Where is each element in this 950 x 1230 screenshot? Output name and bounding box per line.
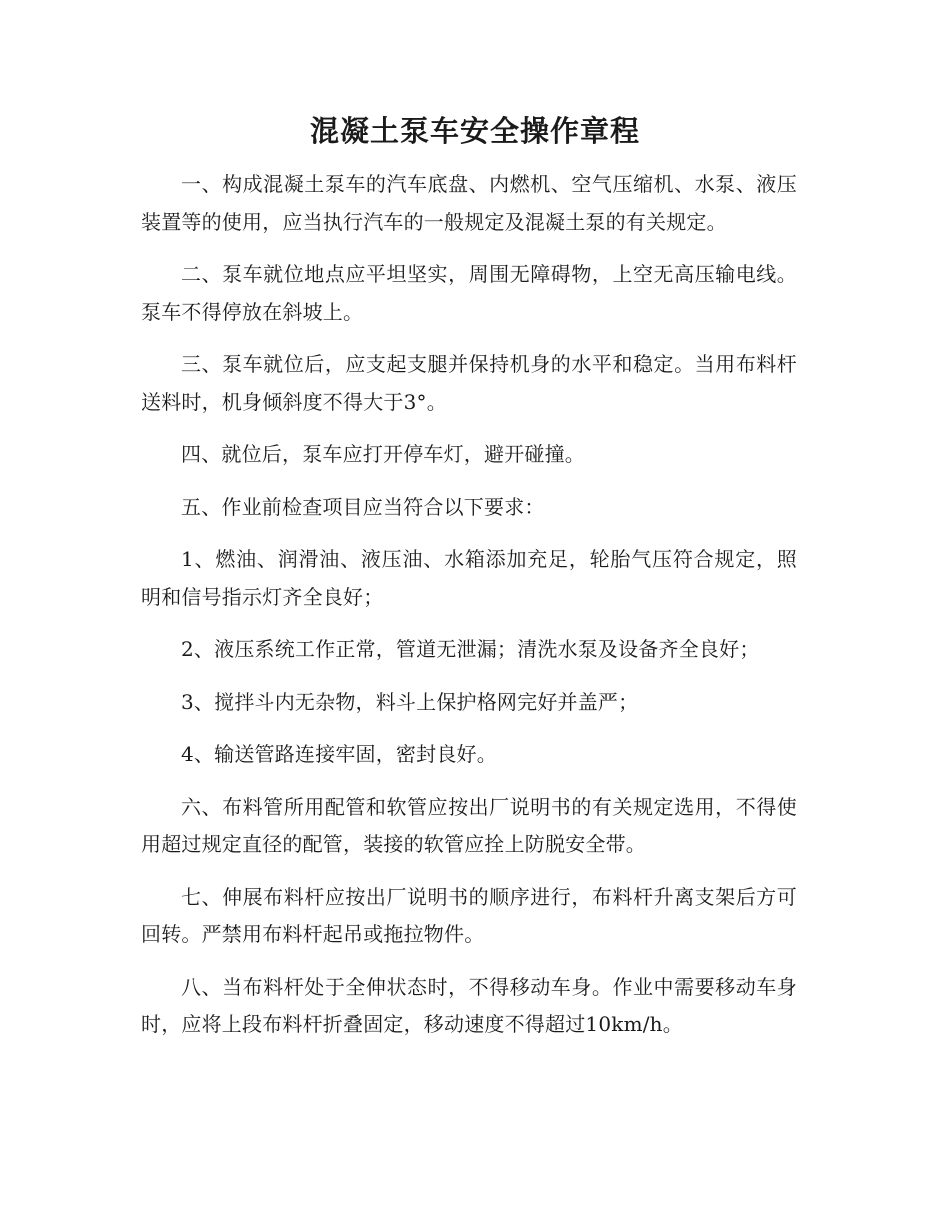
- list-item-1: 1、燃油、润滑油、液压油、水箱添加充足，轮胎气压符合规定，照明和信号指示灯齐全良好；: [141, 547, 797, 609]
- document-title: 混凝土泵车安全操作章程: [309, 114, 640, 148]
- list-item-2: 2、液压系统工作正常，管道无泄漏；清洗水泵及设备齐全良好；: [181, 637, 760, 661]
- paragraph-5: 五、作业前检查项目应当符合以下要求：: [181, 494, 545, 519]
- list-item-3: 3、搅拌斗内无杂物，料斗上保护格网完好并盖严；: [181, 689, 639, 714]
- list-item-4: 4、输送管路连接牢固，密封良好。: [181, 742, 497, 766]
- paragraph-1: 一、构成混凝土泵车的汽车底盘、内燃机、空气压缩机、水泵、液压装置等的使用，应当执行汽车的一般规定及混凝土泵的有关规定。: [141, 172, 797, 234]
- document-body: [141, 166, 797, 1044]
- paragraph-6: 六、布料管所用配管和软管应按出厂说明书的有关规定选用，不得使用超过规定直径的配管，装接的软管应拴上防脱安全带。: [141, 794, 797, 856]
- paragraph-2: 二、泵车就位地点应平坦坚实，周围无障碍物，上空无高压输电线。泵车不得停放在斜坡上。: [141, 262, 797, 324]
- paragraph-4: 四、就位后，泵车应打开停车灯，避开碰撞。: [181, 442, 585, 466]
- paragraph-8: 八、当布料杆处于全伸状态时，不得移动车身。作业中需要移动车身时，应将上段布料杆折叠固定，移动速度不得超过10km/h。: [141, 974, 797, 1036]
- paragraph-7: 七、伸展布料杆应按出厂说明书的顺序进行，布料杆升离支架后方可回转。严禁用布料杆起吊或拖拉物件。: [141, 884, 797, 946]
- paragraph-3: 三、泵车就位后，应支起支腿并保持机身的水平和稳定。当用布料杆送料时，机身倾斜度不得大于3°。: [141, 352, 797, 414]
